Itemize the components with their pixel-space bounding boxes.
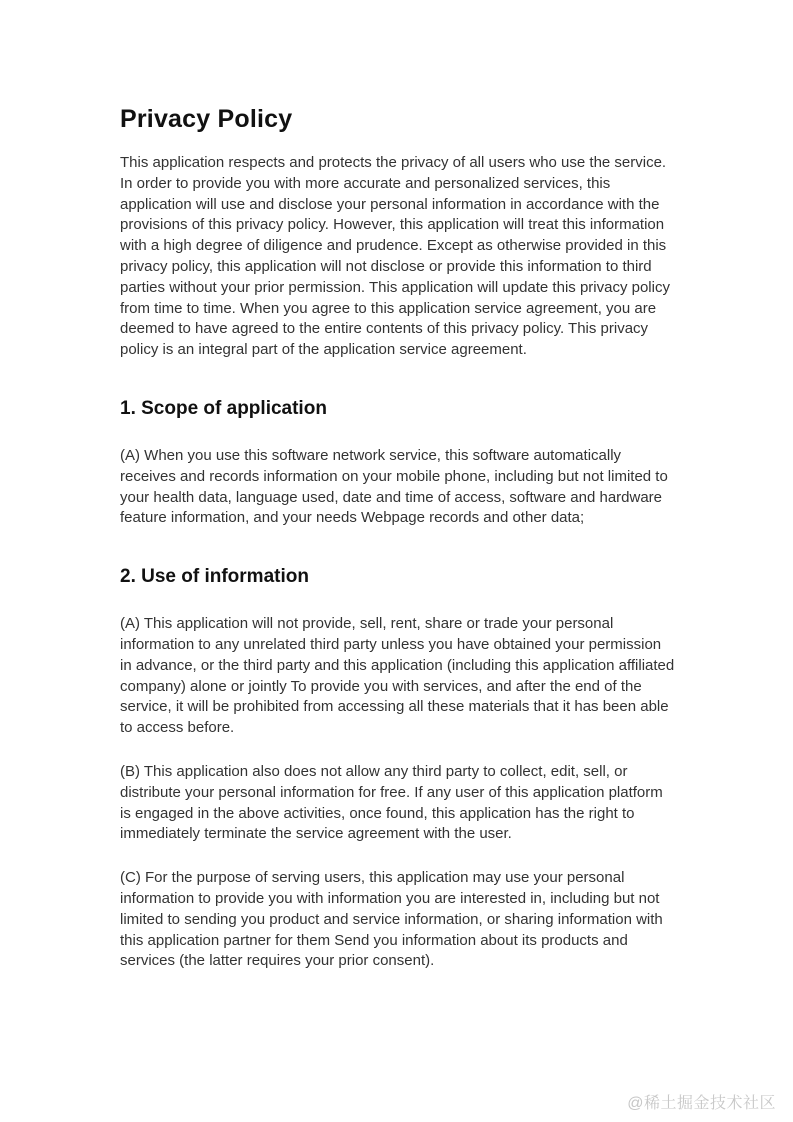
page-title: Privacy Policy bbox=[120, 105, 293, 133]
section-2-paragraph-b: (B) This application also does not allow any third party to collect, edit, sell, or distribute your personal information for free. If any user of this application platform is engaged in the above activities, once found, this application has the right to immediately terminate the service agreement with the user. bbox=[120, 762, 663, 843]
section-2-paragraph-c: (C) For the purpose of serving users, this application may use your personal information to provide you with information you are interested in, including but not limited to sending you product and service information, or sharing information with this application partner for them Send you information about its products and services (the latter requires your prior consent). bbox=[120, 869, 663, 970]
section-1-paragraph-a: (A) When you use this software network service, this software automatically receives and records information on your mobile phone, including but not limited to your health data, language used, date and time of access, software and hardware feature information, and your needs Webpage records and other data; bbox=[120, 446, 668, 527]
juejin-community-watermark: @稀土掘金技术社区 bbox=[627, 1095, 776, 1112]
section-heading-scope-of-application: 1. Scope of application bbox=[120, 397, 327, 419]
intro-paragraph: This application respects and protects the privacy of all users who use the service. In order to provide you with more accurate and personalized services, this application will use and disclose your personal information in accordance with the provisions of this privacy policy. However, this application will treat this information with a high degree of diligence and prudence. Except as otherwise provided in this privacy policy, this application will not disclose or provide this information to third parties without your prior permission. This application will update this privacy policy from time to time. When you agree to this application service agreement, you are deemed to have agreed to the entire contents of this privacy policy. This privacy policy is an integral part of the application service agreement. bbox=[120, 154, 670, 359]
section-2-paragraph-a: (A) This application will not provide, sell, rent, share or trade your personal information to any unrelated third party unless you have obtained your permission in advance, or the third party and this application (including this application affiliated company) alone or jointly To provide you with services, and after the end of the service, it will be prohibited from accessing all these materials that it has been able to access before. bbox=[120, 615, 675, 737]
section-heading-use-of-information: 2. Use of information bbox=[120, 566, 309, 588]
